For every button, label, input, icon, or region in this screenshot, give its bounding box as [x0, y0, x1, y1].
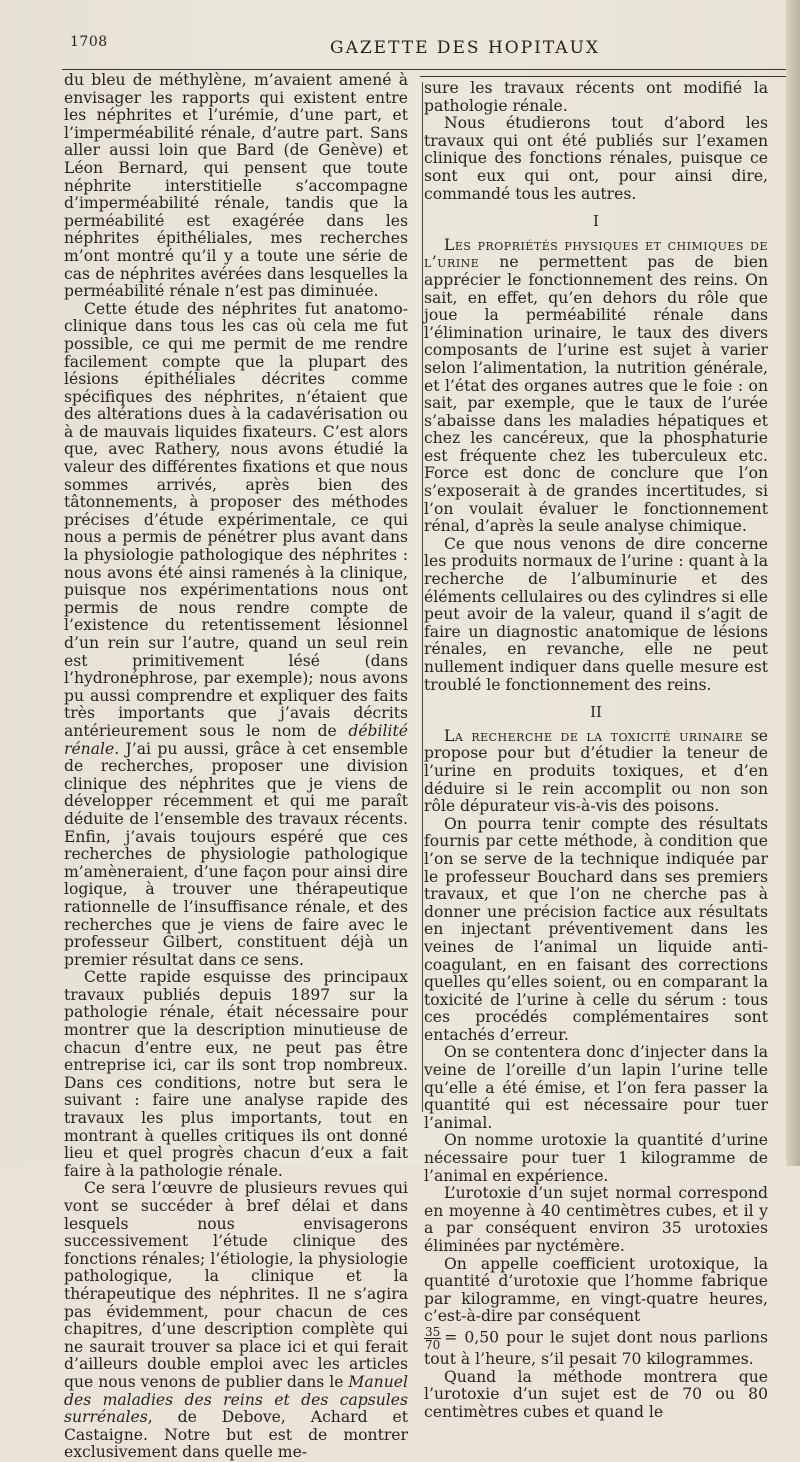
header-rule: [62, 69, 792, 70]
paragraph-text: ne permettent pas de bien apprécier le fonctionnement des reins. On sait, en effet, qu’en dehors du rôle que joue la perméabilité rénale dans l’élimination urinaire, le taux des divers composants de l’urine est sujet à varier selon l’alimentation, la nutrition générale, et l’état des organes autres que le foie : on sait, par exemple, que le taux de l’urée s’abaisse dans les maladies hépatiques et chez les cancéreux, que la phosphaturie est fréquente chez les tuberculeux etc. Force est donc de conclure que l’on s’exposerait à de grandes incertitudes, si l’on voulait évaluer le fonctionnement rénal, d’après la seule analyse chimique.: [424, 253, 768, 536]
right-column-rule: [420, 76, 795, 77]
paragraph: [64, 1180, 408, 1462]
paragraph: sure les travaux récents ont modifié la pathologie rénale.: [424, 79, 768, 115]
paragraph: On se contentera donc d’injecter dans la veine de l’oreille d’un lapin l’urine telle qu’elle a été émise, et l’on fera passer la quantité qui est nécessaire pour tuer l’animal.: [424, 1043, 768, 1132]
paragraph-text: Cette étude des néphrites fut anatomo-clinique dans tous les cas où cela me fut possible, ce qui me permit de me rendre facilement compte que la plupart des lésions épithéliales décrites comme spécifiques des néphrites, n’étaient que des altérations dues à la cadavérisation ou à de mauvais liquides fixateurs. C’est alors que, avec Rathery, nous avons étudié la valeur des différentes fixations et que nous sommes arrivés, après bien des tâtonnements, à proposer des méthodes précises d’étude expérimentale, ce qui nous a permis de pénétrer plus avant dans la physiologie pathologique des néphrites : nous avons été ainsi ramenés à la clinique, puisque nos expérimentations nous ont permis de nous rendre compte de l’existence du retentissement lésionnel d’un rein sur l’autre, quand un seul rein est primitivement lésé (dans l’hydronéphrose, par exemple); nous avons pu aussi comprendre et expliquer des faits très importants que j’avais décrits antérieurement sous le nom de: [64, 299, 408, 740]
paragraph-text: se propose pour but d’étudier la teneur de l’urine en produits toxiques, et d’en déduire si le rein accomplit ou non son rôle dépurateur vis-à-vis des poisons.: [424, 726, 768, 816]
paragraph: [424, 1326, 768, 1369]
paragraph: On pourra tenir compte des résultats fournis par cette méthode, à condition que l’on se serve de la technique indiquée par le professeur Bouchard dans ses premiers travaux, et que l’on ne cherche pas à donner une précision factice aux résultats en injectant préventivement dans les veines de l’animal un liquide anti-coagulant, en en faisant des corrections quelles qu’elles soient, ou en comparant la toxicité de l’urine à celle du sérum : tous ces procédés complémentaires sont entachés d’erreur.: [424, 814, 768, 1044]
fraction: [424, 1326, 441, 1351]
column-divider: [422, 82, 423, 1112]
paragraph-text: Ce sera l’œuvre de plusieurs revues qui vont se succéder à bref délai et dans lesquels nous envisagerons successivement l’étude clinique des fonctions rénales; l’étiologie, la physiologie pathologique, la clinique et la thérapeutique des néphrites. Il ne s’agira pas évidemment, pour chacun de ces chapitres, d’une description complète qui ne saurait trouver sa place ici et qui ferait d’ailleurs double emploi avec les articles que nous venons de publier dans le: [64, 1179, 408, 1391]
section-lead: Les propriétés physiques et chimiques de l’urine: [424, 235, 768, 272]
section-lead: La recherche de la toxicité urinaire: [444, 726, 744, 745]
fraction-denominator: 70: [425, 1337, 441, 1352]
right-column: [424, 80, 768, 1421]
journal-title: GAZETTE DES HOPITAUX: [330, 38, 601, 58]
paragraph-text: , de Debove, Achard et Castaigne. Notre but est de montrer exclusivement dans quelle me-: [64, 1408, 408, 1462]
fraction-numerator: 35: [425, 1324, 441, 1339]
paragraph: Quand la méthode montrera que l’urotoxie d’un sujet est de 70 ou 80 centimètres cubes et quand le: [424, 1367, 768, 1421]
paragraph-text: = 0,50 pour le sujet dont nous parlions tout à l’heure, s’il pesait 70 kilogrammes.: [424, 1328, 768, 1368]
page-edge-shadow: [786, 0, 800, 1166]
paragraph: [424, 237, 768, 536]
page-number: 1708: [70, 34, 108, 50]
paragraph-text: . J’ai pu aussi, grâce à cet ensemble de recherches, proposer une division clinique des néphrites que je viens de développer récemment et qui me paraît déduite de l’ensemble des travaux récents. Enfin, j’avais toujours espéré que ces recherches de physiologie pathologique m’amèneraient, d’une façon pour ainsi dire logique, à trouver une thérapeutique rationnelle de l’insuffisance rénale, et des recherches que je viens de faire avec le professeur Gilbert, constituent déjà un premier résultat dans ce sens.: [64, 739, 408, 969]
italic-book-title: Manuel des maladies des reins et des capsules surrénales: [64, 1372, 408, 1427]
section-number: II: [590, 703, 602, 722]
paragraph: du bleu de méthylène, m’avaient amené à envisager les rapports qui existent entre les néphrites et l’urémie, d’une part, et l’imperméabilité rénale, d’autre part. Sans aller aussi loin que Bard (de Genève) et Léon Bernard, qui pensent que toute néphrite interstitielle s’accompagne d’imperméabilité rénale, tandis que la perméabilité est exagérée dans les néphrites épithéliales, mes recherches m’ont montré qu’il y a toute une série de cas de néphrites avérées dans lesquelles la perméabilité rénale n’est pas diminuée.: [64, 71, 408, 301]
paragraph: Cette rapide esquisse des principaux travaux publiés depuis 1897 sur la pathologie rénale, était nécessaire pour montrer que la description minutieuse de chacun d’entre eux, ne peut pas être entreprise ici, car ils sont trop nombreux. Dans ces conditions, notre but sera le suivant : faire une analyse rapide des travaux les plus importants, tout en montrant à quelles critiques ils ont donné lieu et quel progrès chacun d’eux a fait faire à la pathologie rénale.: [64, 968, 408, 1180]
page-header: [0, 28, 800, 68]
paragraph: On nomme urotoxie la quantité d’urine nécessaire pour tuer 1 kilogramme de l’animal en expérience.: [424, 1131, 768, 1185]
section-number: I: [593, 212, 599, 231]
paragraph: On appelle coefficient urotoxique, la quantité d’urotoxie que l’homme fabrique par kilogramme, en vingt-quatre heures, c’est-à-dire par conséquent: [424, 1254, 768, 1326]
paragraph: L’urotoxie d’un sujet normal correspond en moyenne à 40 centimètres cubes, et il y a par conséquent environ 35 urotoxies éliminées par nyctémère.: [424, 1184, 768, 1255]
left-column: [64, 72, 408, 1462]
paragraph: Nous étudierons tout d’abord les travaux qui ont été publiés sur l’examen clinique des fonctions rénales, puisque ce sont eux qui ont, pour ainsi dire, commandé tous les autres.: [424, 114, 768, 203]
italic-term: débilité rénale: [64, 721, 408, 758]
paragraph: Ce que nous venons de dire concerne les produits normaux de l’urine : quant à la recherche de l’albuminurie et des éléments cellulaires ou des cylindres si elle peut avoir de la valeur, quand il s’agit de faire un diagnostic anatomique de lésions rénales, en revanche, elle ne peut nullement indiquer dans quelle mesure est troublé le fonctionnement des reins.: [424, 534, 768, 694]
paragraph: [424, 728, 768, 816]
paragraph: [64, 301, 408, 970]
